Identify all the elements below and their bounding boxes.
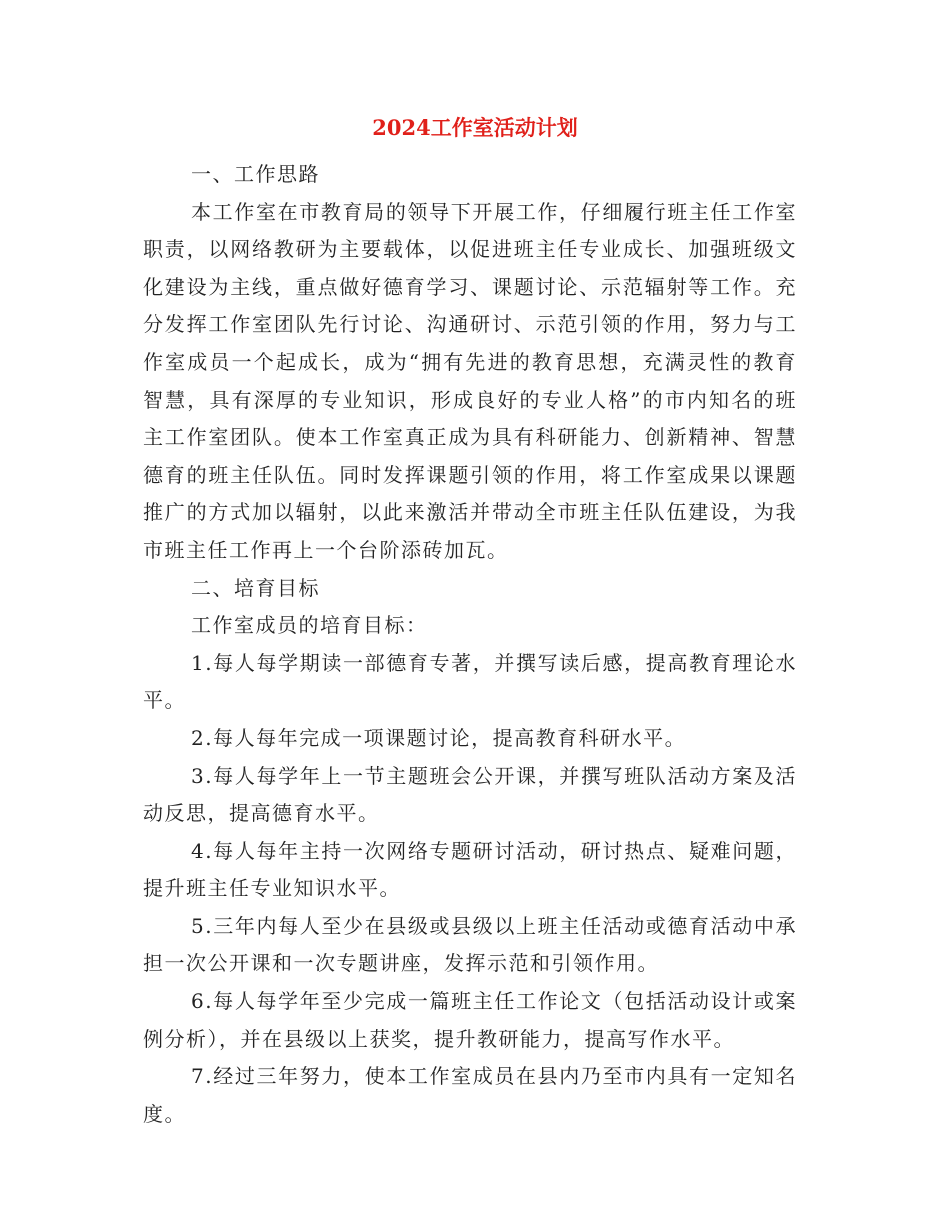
document-body [143,156,797,1133]
goal-item-2: 2.每人每年完成一项课题讨论，提高教育科研水平。 [191,725,687,750]
goal-item-5: 5.三年内每人至少在县级或县级以上班主任活动或德育活动中承担一次公开课和一次专题讲座，发挥示范和引领作用。 [143,913,797,976]
document-title: 2024工作室活动计划 [372,115,578,140]
goal-item-1: 1.每人每学期读一部德育专著，并撰写读后感，提高教育理论水平。 [143,650,797,713]
paragraph-goals-intro: 工作室成员的培育目标： [191,613,428,638]
goal-item-6: 6.每人每学年至少完成一篇班主任工作论文（包括活动设计或案例分析），并在县级以上获奖，提升教研能力，提高写作水平。 [143,989,797,1051]
goal-item-3: 3.每人每学年上一节主题班会公开课，并撰写班队活动方案及活动反思，提高德育水平。 [143,763,797,826]
goal-item-7: 7.经过三年努力，使本工作室成员在县内乃至市内具有一定知名度。 [143,1064,797,1126]
paragraph-work-approach: 本工作室在市教育局的领导下开展工作，仔细履行班主任工作室职责，以网络教研为主要载体，以促进班主任专业成长、加强班级文化建设为主线，重点做好德育学习、课题讨论、示范辐射等工作。充分发挥工作室团队先行讨论、沟通研讨、示范引领的作用，努力与工作室成员一个起成长，成为“拥有先进的教育思想，充满灵性的教育智慧，具有深厚的专业知识，形成良好的专业人格”的市内知名的班主工作室团队。使本工作室真正成为具有科研能力、创新精神、智慧德育的班主任队伍。同时发挥课题引领的作用，将工作室成果以课题推广的方式加以辐射，以此来激活并带动全市班主任队伍建设，为我市班主任工作再上一个台阶添砖加瓦。 [143,199,797,562]
goal-item-4: 4.每人每年主持一次网络专题研讨活动，研讨热点、疑难问题，提升班主任专业知识水平。 [143,838,797,901]
section-heading-training-goals: 二、培育目标 [191,575,320,600]
section-heading-work-approach: 一、工作思路 [191,162,320,186]
